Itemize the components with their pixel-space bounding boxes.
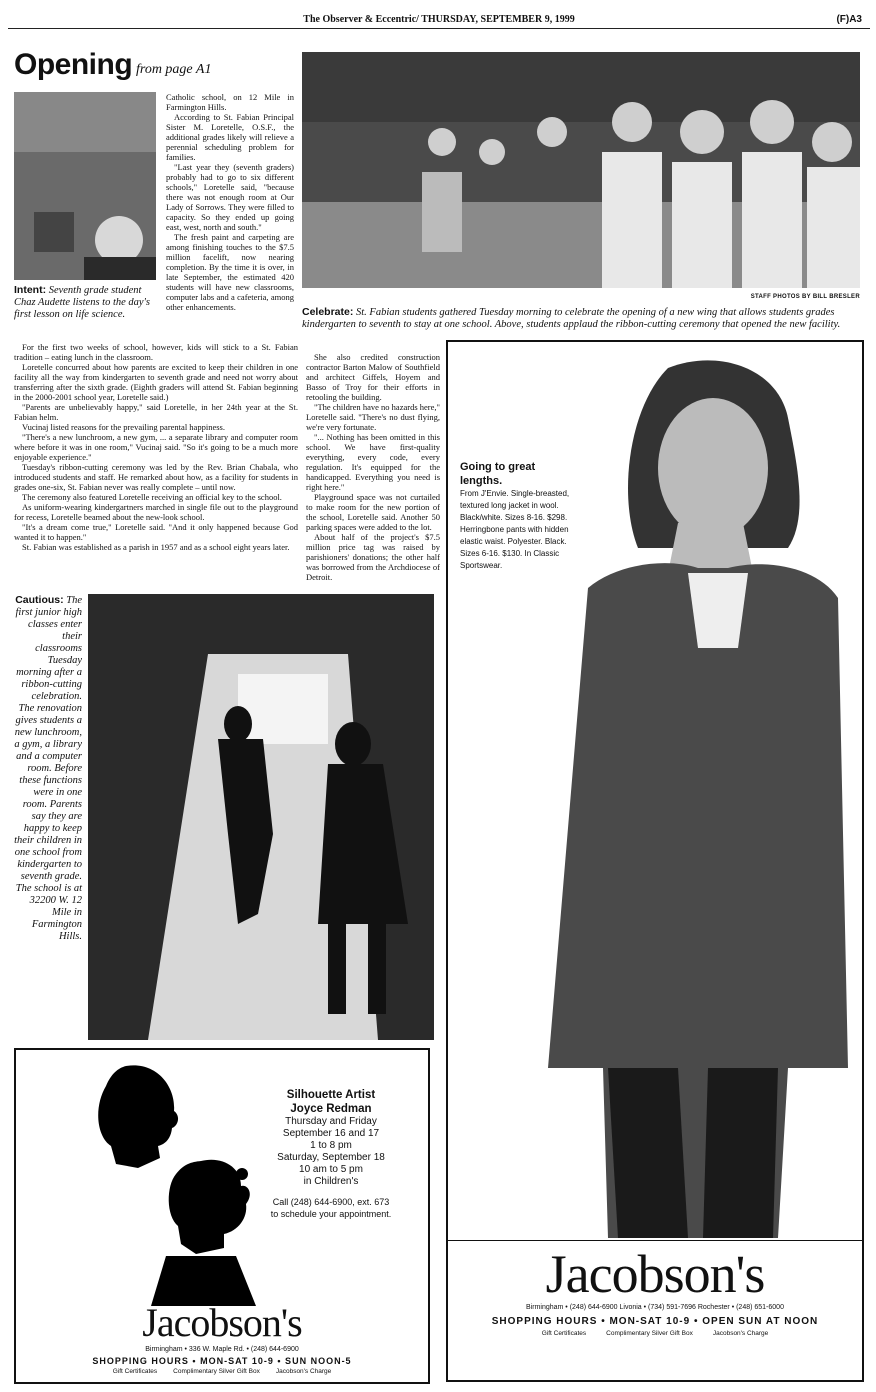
story-column-1 [166, 92, 294, 340]
ad-service: Complimentary Silver Gift Box [606, 1330, 693, 1337]
ad-title-2: Joyce Redman [290, 1103, 372, 1115]
paragraph: Loretelle concurred about how parents are excited to keep their children in one facility all the way from kindergarten to seventh grade and need not worry about transferring after the sixth grade. (Eighth graders will attend St. Fabian beginning in the 2000-2001 school year, Loretelle said.) [14, 362, 298, 402]
paragraph: "Last year they (seventh graders) probably had to go to six different schools," Loretelle said, "because there was not enough room at Our Lady of Sorrows. They were filled to capacity. So they ended up going east, west, north and south." [166, 162, 294, 232]
ad-locations: Birmingham • (248) 644-6900 Livonia • (734) 591-7696 Rochester • (248) 651-6000 [526, 1304, 784, 1311]
paragraph: "It's a dream come true," Loretelle said. "And it only happened because God wanted it to happen." [14, 522, 298, 542]
paragraph: Tuesday's ribbon-cutting ceremony was led by the Rev. Brian Chabala, who introduced students and staff. He remarked about how, as a facility for students in grades one-six, St. Fabian never was really complete – until now. [14, 462, 298, 492]
ad-call-line: to schedule your appointment. [270, 1209, 392, 1219]
ad-line: Thursday and Friday [285, 1116, 377, 1127]
fashion-headline: Going to great lengths. [460, 461, 536, 487]
ad-line: 10 am to 5 pm [299, 1164, 363, 1175]
paragraph: According to St. Fabian Principal Sister M. Loretelle, O.S.F., the additional grades likely will relieve a perennial scheduling problem for families. [166, 112, 294, 162]
paragraph: St. Fabian was established as a parish in 1957 and as a school eight years later. [22, 542, 290, 552]
cautious-caption-text: The first junior high classes enter their classrooms Tuesday morning after a ribbon-cutting celebration. The renovation gives students a new lunchroom, a gym, a library and a computer room. Before these functions were in one room. Parents say they are happy to keep their children in one school from kindergarten to seventh grade. The school is at 32200 W. 12 Mile in Farmington Hills. [14, 595, 82, 942]
ad-hours: SHOPPING HOURS • MON-SAT 10-9 • SUN NOON-5 [92, 1356, 352, 1366]
ad-address: Birmingham • 336 W. Maple Rd. • (248) 644-6900 [145, 1346, 299, 1353]
jacobsons-logo: Jacobson's [545, 1244, 765, 1304]
hallway-photo [88, 594, 434, 1040]
model-figure [548, 348, 848, 1238]
story-headline: Opening [14, 48, 133, 81]
inset-photo [14, 92, 156, 280]
ad-service: Gift Certificates [112, 1368, 158, 1375]
ad-line: in Children's [303, 1176, 359, 1187]
cautious-caption [14, 594, 82, 943]
paragraph: The ceremony also featured Loretelle receiving an official key to the school. [22, 492, 282, 502]
paragraph: Catholic school, on 12 Mile in Farmington Hills. [166, 92, 294, 112]
celebrate-photo [302, 52, 860, 288]
ad-line: Saturday, September 18 [277, 1152, 385, 1163]
paragraph: "The children have no hazards here," Loretelle said. "There's no dust flying, we're very fortunate. [306, 402, 440, 432]
fashion-ad-copy [460, 460, 580, 572]
silhouette-art [56, 1056, 256, 1306]
fashion-copy: From J'Envie. Single-breasted, textured long jacket in wool. Black/white. Sizes 8-16. $298. Herringbone pants with hidden elastic waist. Polyester. Black. Sizes 6-16. $130. In Classic Sportswear. [460, 489, 570, 570]
paragraph: Vucinaj listed reasons for the prevailing parental happiness. [22, 422, 225, 432]
page-masthead [8, 6, 870, 29]
jacobsons-logo: Jacobson's [142, 1300, 302, 1345]
photo-credit: STAFF PHOTOS BY BILL BRESLER [750, 294, 860, 300]
paragraph: "... Nothing has been omitted in this school. We have first-quality everything, every code, every regulation. It's equipped for the handicapped. Everything you need is right here." [306, 432, 440, 492]
paragraph: She also credited construction contractor Barton Malow of Southfield and architect Giffels, Hoyem and Basso of Troy for their efforts in retooling the building. [306, 352, 440, 402]
ad-services [448, 1330, 862, 1337]
ad-call-line: Call (248) 644-6900, ext. 673 [272, 1197, 390, 1207]
story-column-wide [14, 342, 298, 582]
silhouette-ad-copy [236, 1088, 426, 1188]
ad-title-1: Silhouette Artist [286, 1089, 376, 1101]
ad-service: Gift Certificates [541, 1330, 587, 1337]
inset-caption-label: Intent: [14, 284, 47, 296]
ad-service: Complimentary Silver Gift Box [173, 1368, 260, 1375]
paragraph: Playground space was not curtailed to make room for the new portion of the school, Loretelle said. Another 50 parking spaces were added to the lot. [306, 492, 440, 532]
celebrate-caption [302, 306, 860, 331]
paragraph: As uniform-wearing kindergartners marched in single file out to the playground for recess, Loretelle beamed about the new-look school. [14, 502, 298, 522]
silhouette-ad-call [236, 1196, 426, 1220]
ad-divider [448, 1240, 862, 1241]
paragraph: "There's a new lunchroom, a new gym, ... a separate library and computer room where before it was in one room," Vucinaj said. "So it's going to be a much more enjoyable experience." [14, 432, 298, 462]
celebrate-caption-label: Celebrate: [302, 306, 354, 318]
ad-service: Jacobson's Charge [275, 1368, 332, 1375]
paragraph: "Parents are unbelievably happy," said Loretelle, in her 24th year at the St. Fabian helm. [14, 402, 298, 422]
page-number: (F)A3 [836, 14, 862, 25]
story-column-3 [306, 352, 440, 582]
ad-line: September 16 and 17 [282, 1128, 380, 1139]
ad-line: 1 to 8 pm [310, 1140, 352, 1151]
fashion-ad [446, 340, 864, 1382]
inset-caption-text: Seventh grade student Chaz Audette listens to the day's first lesson on life science. [14, 285, 150, 320]
celebrate-caption-text: St. Fabian students gathered Tuesday morning to celebrate the opening of a new wing that allows students grades kindergarten to seventh to stay at one school. Above, students applaud the ribbon-cutting ceremony that opened the new facility. [302, 307, 841, 330]
jump-line: from page A1 [136, 62, 212, 77]
paragraph: The fresh paint and carpeting are among finishing touches to the $7.5 million facelift, now nearing completion. By the time it is over, in late September, the estimated 420 students will have new classrooms, computer labs and a cafeteria, among other enhancements. [166, 232, 294, 312]
ad-service: Jacobson's Charge [712, 1330, 769, 1337]
paragraph: About half of the project's $7.5 million price tag was raised by parishioners' donations; the other half was borrowed from the Archdiocese of Detroit. [306, 532, 440, 582]
ad-services [16, 1368, 428, 1375]
silhouette-ad [14, 1048, 430, 1384]
paragraph: For the first two weeks of school, however, kids will stick to a St. Fabian tradition – eating lunch in the classroom. [14, 342, 298, 362]
ad-hours: SHOPPING HOURS • MON-SAT 10-9 • OPEN SUN AT NOON [491, 1316, 819, 1327]
cautious-caption-label: Cautious: [15, 594, 64, 606]
publication-line: The Observer & Eccentric/ THURSDAY, SEPTEMBER 9, 1999 [303, 14, 575, 25]
inset-caption [14, 284, 162, 321]
